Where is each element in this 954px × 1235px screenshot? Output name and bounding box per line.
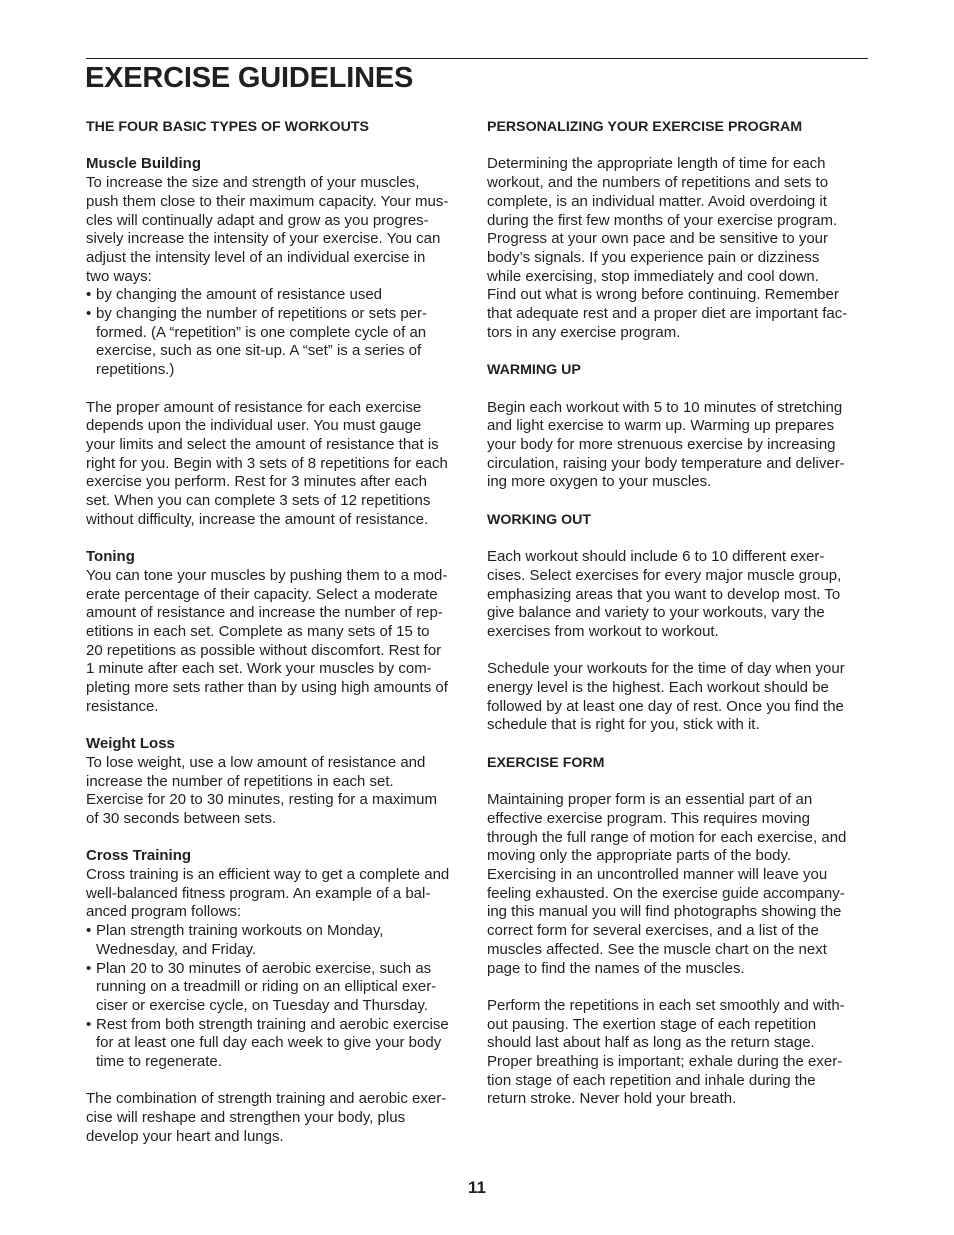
bullet-item: • by changing the amount of resistance used [86,286,383,304]
section-heading-working-out: WORKING OUT [487,511,592,528]
left-column [86,118,470,1147]
muscle-building-bullet-list [86,286,470,380]
right-column [487,118,871,1109]
weight-loss-paragraph: To lose weight, use a low amount of resistance and increase the number of repetitions in each set. Exercise for 20 to 30 minutes, resting for a maximum of 30 seconds between sets. [86,753,437,827]
bullet-icon: • [86,922,92,940]
warming-up-paragraph: Begin each workout with 5 to 10 minutes of stretching and light exercise to warm up. Warming up prepares your body for more strenuous exercise by increasing circulation, raising your body temperature and deliver- ing more oxygen to your muscles. [487,398,845,491]
subheading-toning: Toning [86,548,135,566]
repetitions-paragraph: Perform the repetitions in each set smoothly and with- out pausing. The exertion stage of each repetition should last about half as long as the return stage. Proper breathing is important; exhale during the exer- tion stage of each repetition and inhale during the return stroke. Never hold your breath. [487,996,845,1108]
subheading-muscle-building: Muscle Building [86,155,202,173]
exercise-form-paragraph: Maintaining proper form is an essential part of an effective exercise program. This requires moving through the full range of motion for each exercise, and moving only the appropriate parts of the body. Exercising in an uncontrolled manner will leave you feeling exhausted. On the exercise guide accompany- ing this manual you will find photographs showing the correct form for several exercises, and a list of the muscles affected. See the muscle chart on the next page to find the names of the muscles. [487,791,847,977]
section-heading-workout-types: THE FOUR BASIC TYPES OF WORKOUTS [86,119,369,135]
page-number: 11 [468,1178,486,1197]
header-rule [86,58,868,59]
subheading-cross-training: Cross Training [86,847,192,865]
personalizing-paragraph: Determining the appropriate length of time for each workout, and the numbers of repetitions and sets to complete, is an individual matter. Avoid overdoing it during the first few months of your exercise program. Progress at your own pace and be sensitive to your body’s signals. If you experience pain or dizziness while exercising, stop immediately and cool down. Find out what is wrong before continuing. Remember that adequate rest and a proper diet are important fac- tors in any exercise program. [487,155,848,341]
bullet-icon: • [86,305,92,323]
cross-training-bullet-list [86,922,470,1072]
muscle-building-paragraph: To increase the size and strength of your muscles, push them close to their maximum capacity. Your mus- cles will continually adapt and grow as you progres- sively increase the intensity of your exercise. You can adjust the intensity level of an individual exercise in two ways: [86,174,449,285]
bullet-item: • Rest from both strength training and aerobic exercise for at least one full day each week to give your body time to regenerate. [86,1015,449,1071]
schedule-paragraph: Schedule your workouts for the time of day when your energy level is the highest. Each workout should be followed by at least one day of rest. Once you find the schedule that is right for you, stick with it. [487,660,845,734]
bullet-item: • Plan 20 to 30 minutes of aerobic exercise, such as running on a treadmill or riding on an elliptical exer- ciser or exercise cycle, on Tuesday and Thursday. [86,959,437,1014]
section-heading-exercise-form: EXERCISE FORM [487,754,605,771]
bullet-icon: • [86,286,92,304]
bullet-item: • by changing the number of repetitions or sets per- formed. (A “repetition” is one complete cycle of an exercise, such as one sit-up. A “set” is a series of repetitions.) [86,305,428,379]
toning-paragraph: You can tone your muscles by pushing them to a mod- erate percentage of their capacity. Select a moderate amount of resistance and increase the number of rep- etitions in each set. Complete as many sets of 15 to 20 repetitions as possible without discomfort. Rest for 1 minute after each set. Work your muscles by com- pleting more sets rather than by using high amounts of resistance. [86,566,448,715]
cross-training-paragraph: Cross training is an efficient way to get a complete and well-balanced fitness program. An example of a bal- anced program follows: [86,866,450,921]
section-heading-warming-up: WARMING UP [487,362,581,379]
bullet-icon: • [86,959,92,977]
bullet-item: • Plan strength training workouts on Monday, Wednesday, and Friday. [86,922,384,958]
bullet-icon: • [86,1015,92,1033]
page-title: EXERCISE GUIDELINES [85,62,414,94]
resistance-paragraph: The proper amount of resistance for each exercise depends upon the individual user. You must gauge your limits and select the amount of resistance that is right for you. Begin with 3 sets of 8 repetitions for each exercise you perform. Rest for 3 minutes after each set. When you can complete 3 sets of 12 repetitions without difficulty, increase the amount of resistance. [86,398,448,528]
cross-training-summary-paragraph: The combination of strength training and aerobic exer- cise will reshape and strengthen your body, plus develop your heart and lungs. [86,1090,447,1145]
subheading-weight-loss: Weight Loss [86,735,175,753]
working-out-paragraph: Each workout should include 6 to 10 different exer- cises. Select exercises for every major muscle group, emphasizing areas that you want to develop most. To give balance and variety to your workouts, vary the exercises from workout to workout. [487,548,842,640]
section-heading-personalizing: PERSONALIZING YOUR EXERCISE PROGRAM [487,119,803,135]
